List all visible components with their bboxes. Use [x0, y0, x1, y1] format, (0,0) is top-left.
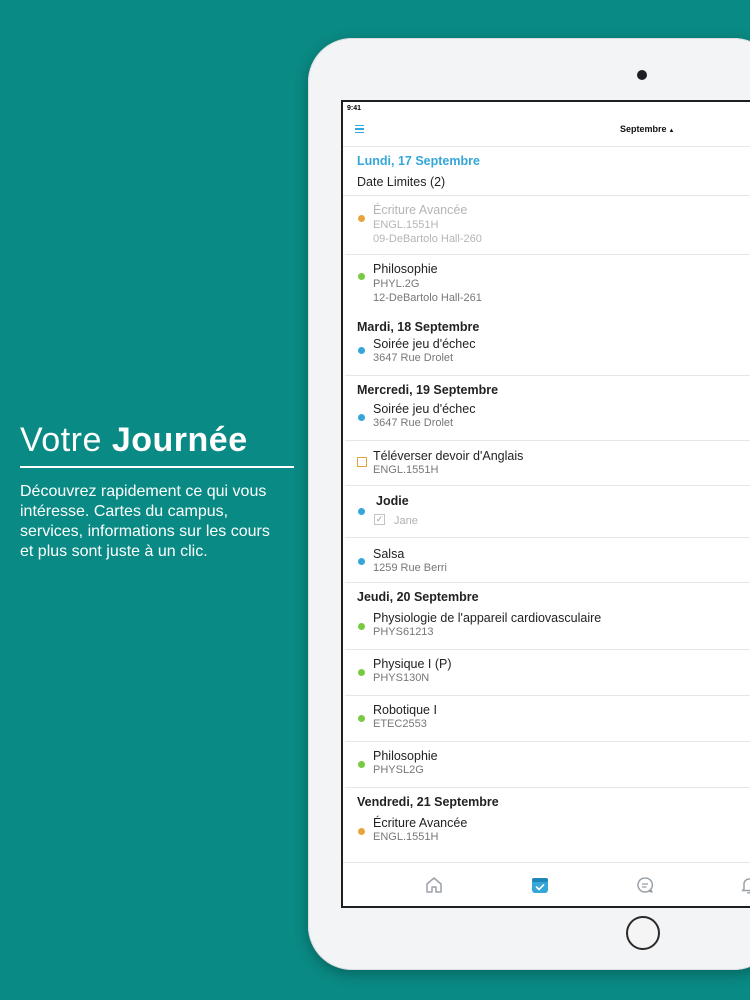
item-subtitle: 3647 Rue Drolet	[373, 417, 454, 429]
item-title: Salsa	[373, 547, 405, 561]
day-heading: Mercredi, 19 Septembre	[357, 383, 499, 397]
nav-bar	[343, 116, 750, 147]
list-item[interactable]	[345, 337, 750, 376]
month-selector[interactable]	[620, 124, 674, 134]
status-dot	[358, 273, 365, 280]
item-title: Écriture Avancée	[373, 203, 468, 217]
home-button[interactable]	[626, 916, 660, 950]
agenda-list	[343, 147, 750, 854]
item-subtitle: Jane	[394, 515, 418, 527]
list-item[interactable]	[345, 538, 750, 583]
check-icon[interactable]: ✓	[375, 514, 384, 524]
status-dot	[358, 828, 365, 835]
deadlines-header[interactable]: Date Limites (2)	[343, 171, 750, 196]
item-subtitle: PHYSL2G	[373, 764, 424, 776]
item-title: Philosophie	[373, 262, 438, 276]
item-title: Philosophie	[373, 749, 438, 763]
app-screen	[341, 100, 750, 908]
item-subtitle: ENGL.1551H	[373, 464, 439, 476]
day-heading: Mardi, 18 Septembre	[357, 320, 480, 334]
item-title: Jodie	[376, 494, 409, 508]
item-title: Robotique I	[373, 703, 437, 717]
status-dot	[358, 558, 365, 565]
item-title: Soirée jeu d'échec	[373, 337, 476, 351]
promo-description: Découvrez rapidement ce qui vous intéresse. Cartes du campus, services, informations sur les cours et plus sont juste à un clic.	[20, 483, 270, 560]
task-checkbox[interactable]	[357, 457, 367, 467]
item-location: 12-DeBartolo Hall-261	[373, 292, 482, 304]
item-code: PHYL.2G	[373, 278, 420, 290]
item-title: Écriture Avancée	[373, 816, 468, 830]
status-bar	[343, 102, 750, 116]
list-item[interactable]	[345, 255, 750, 313]
list-item[interactable]	[345, 486, 750, 538]
bell-icon[interactable]	[738, 874, 750, 896]
caret-up-icon: ▲	[668, 128, 675, 134]
item-subtitle: PHYS130N	[373, 672, 430, 684]
chat-icon[interactable]	[634, 874, 656, 896]
day-heading: Lundi, 17 Septembre	[357, 154, 480, 168]
item-title: Physique I (P)	[373, 657, 452, 671]
item-location: 09-DeBartolo Hall-260	[373, 233, 482, 245]
status-dot	[358, 669, 365, 676]
list-item[interactable]	[345, 196, 750, 255]
list-item[interactable]	[345, 742, 750, 788]
list-item[interactable]	[345, 441, 750, 486]
list-item[interactable]	[345, 611, 750, 650]
list-item[interactable]	[345, 650, 750, 696]
list-item[interactable]	[345, 696, 750, 742]
item-code: ENGL.1551H	[373, 219, 439, 231]
camera-icon	[637, 70, 647, 80]
status-dot	[358, 761, 365, 768]
home-icon[interactable]	[423, 874, 445, 896]
status-dot	[358, 623, 365, 630]
status-dot	[358, 215, 365, 222]
item-subtitle: ETEC2553	[373, 718, 427, 730]
status-time: 9:41	[347, 105, 362, 112]
item-subtitle: ENGL.1551H	[373, 831, 439, 843]
list-item[interactable]	[345, 816, 750, 854]
item-subtitle: 3647 Rue Drolet	[373, 352, 454, 364]
list-item[interactable]	[345, 404, 750, 441]
item-title: Physiologie de l'appareil cardiovasculaire	[373, 611, 602, 625]
tab-bar	[343, 862, 750, 907]
promo-title	[20, 420, 294, 468]
promo-section	[20, 420, 294, 562]
item-subtitle: 1259 Rue Berri	[373, 562, 447, 574]
day-heading: Jeudi, 20 Septembre	[357, 590, 479, 604]
promo-title-bold: Journée	[111, 421, 248, 459]
item-title: Soirée jeu d'échec	[373, 402, 476, 416]
menu-icon[interactable]	[355, 125, 364, 133]
status-dot	[358, 508, 365, 515]
month-label: Septembre	[620, 124, 667, 134]
day-heading: Vendredi, 21 Septembre	[357, 795, 499, 809]
status-dot	[358, 715, 365, 722]
calendar-icon[interactable]	[529, 874, 551, 896]
promo-title-light: Votre	[20, 421, 102, 459]
status-dot	[358, 347, 365, 354]
status-dot	[358, 414, 365, 421]
item-title: Téléverser devoir d'Anglais	[373, 449, 524, 463]
item-subtitle: PHYS61213	[373, 626, 434, 638]
